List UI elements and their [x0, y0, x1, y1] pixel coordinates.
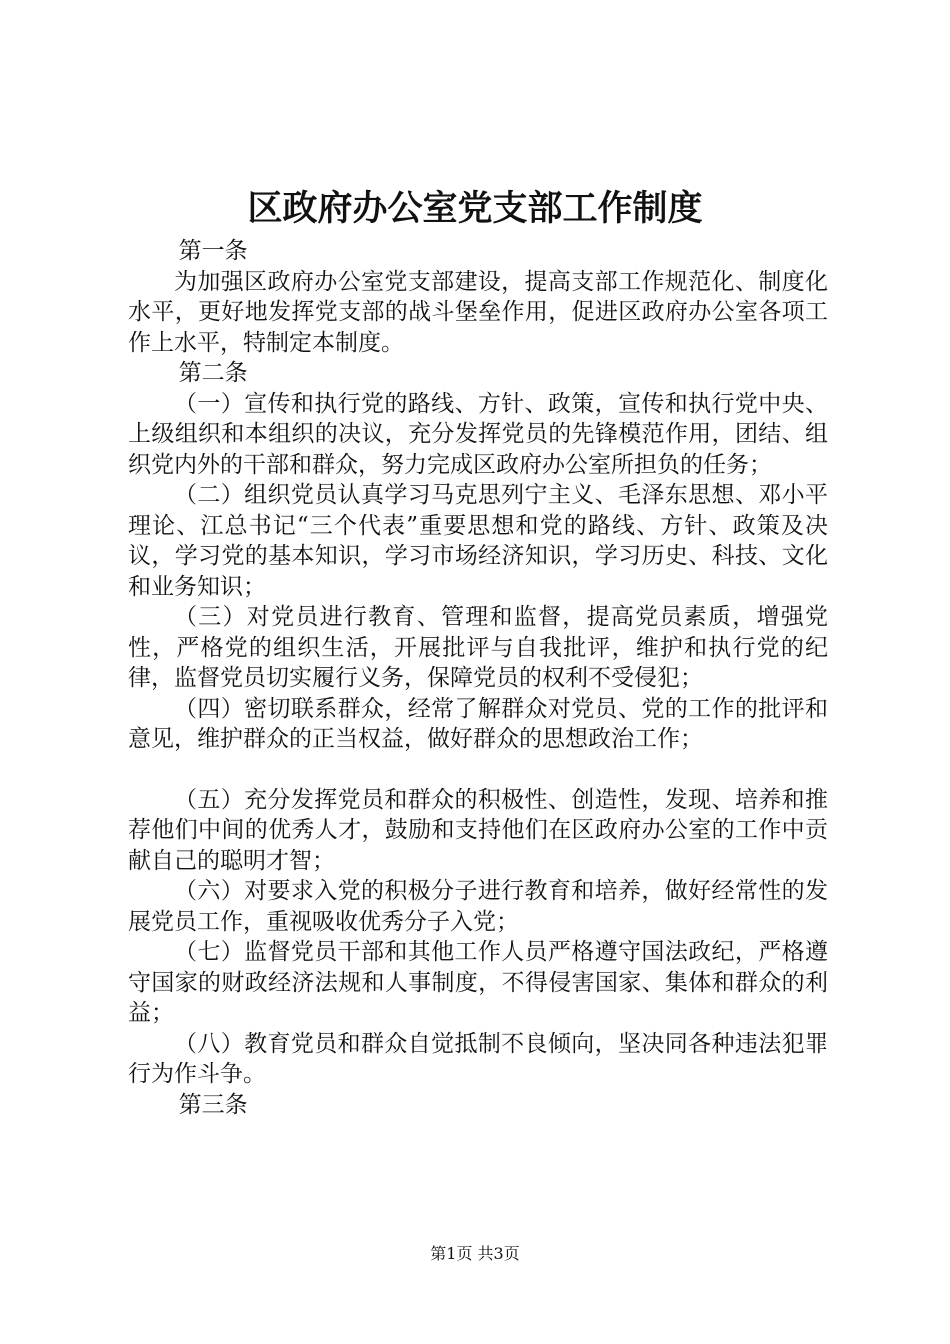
paragraph: （四）密切联系群众，经常了解群众对党员、党的工作的批评和意见，维护群众的正当权益，做好群众的思想政治工作； — [128, 695, 828, 752]
article-heading-3: 第三条 — [178, 1091, 248, 1118]
paragraph: 为加强区政府办公室党支部建设，提高支部工作规范化、制度化水平，更好地发挥党支部的战斗堡垒作用，促进区政府办公室各项工作上水平，特制定本制度。 — [128, 268, 828, 356]
paragraph: （六）对要求入党的积极分子进行教育和培养，做好经常性的发展党员工作，重视吸收优秀分子入党； — [128, 878, 828, 935]
paragraph: （五）充分发挥党员和群众的积极性、创造性，发现、培养和推荐他们中间的优秀人才，鼓励和支持他们在区政府办公室的工作中贡献自己的聪明才智； — [128, 786, 828, 874]
paragraph: （一）宣传和执行党的路线、方针、政策，宣传和执行党中央、上级组织和本组织的决议，充分发挥党员的先锋模范作用，团结、组织党内外的干部和群众，努力完成区政府办公室所担负的任务； — [128, 390, 828, 478]
article-heading-1: 第一条 — [178, 238, 248, 264]
paragraph: （三）对党员进行教育、管理和监督，提高党员素质，增强党性，严格党的组织生活，开展批评与自我批评，维护和执行党的纪律，监督党员切实履行义务，保障党员的权利不受侵犯； — [128, 604, 828, 691]
document-body — [128, 236, 828, 1120]
page-footer: 第1页 共3页 — [430, 1244, 520, 1263]
paragraph: （八）教育党员和群众自觉抵制不良倾向，坚决同各种违法犯罪行为作斗争。 — [128, 1030, 828, 1087]
paragraph: （二）组织党员认真学习马克思列宁主义、毛泽东思想、邓小平理论、江总书记“三个代表”重要思想和党的路线、方针、政策及决议，学习党的基本知识，学习市场经济知识，学习历史、科技、文化和业务知识； — [128, 482, 828, 600]
paragraph: （七）监督党员干部和其他工作人员严格遵守国法政纪，严格遵守国家的财政经济法规和人事制度，不得侵害国家、集体和群众的利益； — [128, 939, 828, 1026]
article-heading-2: 第二条 — [178, 360, 248, 386]
document-title: 区政府办公室党支部工作制度 — [247, 188, 703, 229]
